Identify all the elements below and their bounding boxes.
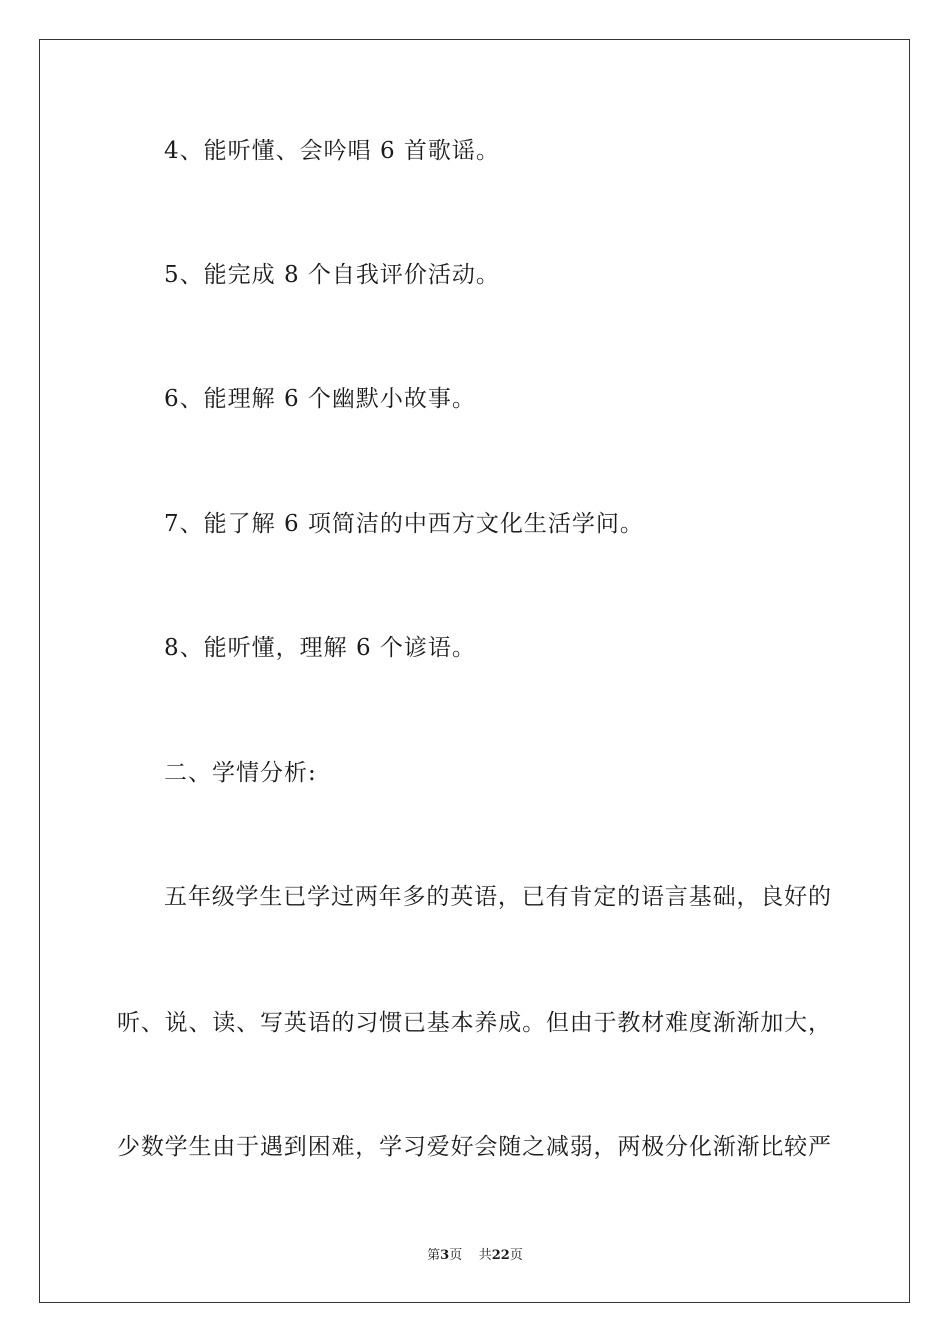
paragraph-line-1: 五年级学生已学过两年多的英语，已有肯定的语言基础，良好的	[164, 884, 831, 910]
paragraph-line-2: 听、说、读、写英语的习惯已基本养成。但由于教材难度渐渐加大，	[117, 1010, 831, 1036]
footer-total-suffix: 页	[509, 1248, 523, 1263]
section-heading: 二、学情分析:	[164, 760, 317, 786]
page-border	[39, 39, 910, 1303]
list-item-4: 4、能听懂、会吟唱 6 首歌谣。	[164, 138, 500, 164]
paragraph-line-3: 少数学生由于遇到困难，学习爱好会随之减弱，两极分化渐渐比较严	[117, 1134, 831, 1160]
list-item-6: 6、能理解 6 个幽默小故事。	[164, 386, 476, 412]
footer-total-pages: 22	[491, 1248, 510, 1263]
list-item-5: 5、能完成 8 个自我评价活动。	[164, 262, 500, 288]
footer-total-prefix: 共	[478, 1248, 492, 1263]
list-item-7: 7、能了解 6 项简洁的中西方文化生活学问。	[164, 511, 644, 537]
page-footer	[0, 1247, 950, 1265]
list-item-8: 8、能听懂，理解 6 个谚语。	[164, 635, 476, 661]
footer-page-prefix: 第	[427, 1248, 441, 1263]
footer-page-number: 3	[440, 1248, 450, 1263]
footer-page-suffix: 页	[449, 1248, 463, 1263]
